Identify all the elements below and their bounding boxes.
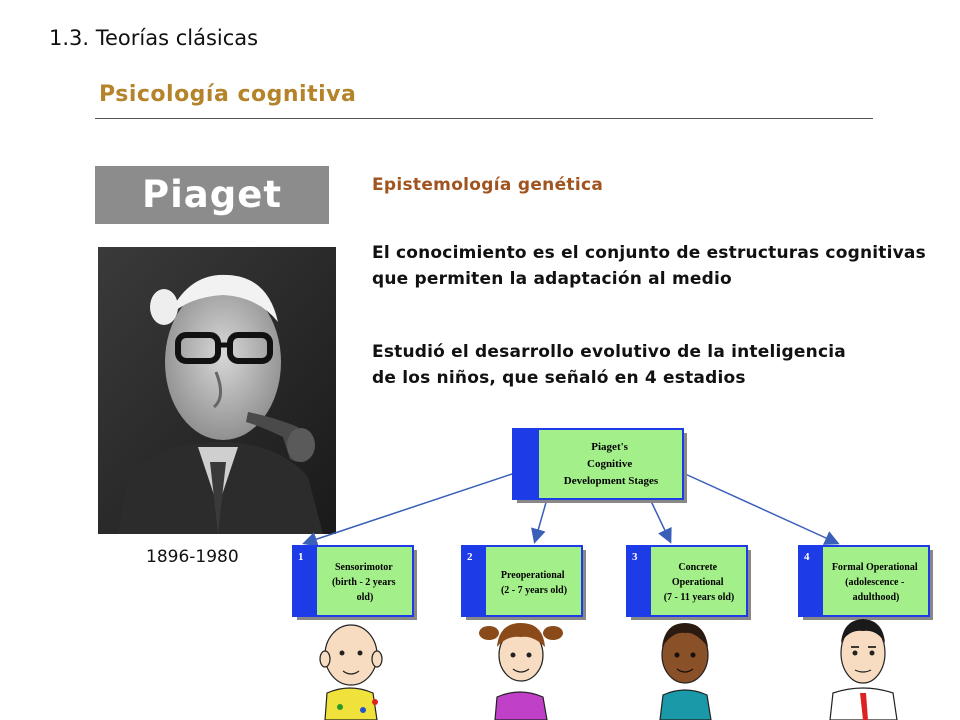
stage-label: Concrete <box>678 562 718 573</box>
stage-label: Operational <box>671 577 724 588</box>
adult-face-icon <box>830 619 897 720</box>
girl-face-icon <box>479 623 563 720</box>
stage-label: (7 - 11 years old) <box>663 592 735 603</box>
paragraph-knowledge: El conocimiento es el conjunto de estructuras cognitivas que permiten la adaptación al medio <box>372 243 926 289</box>
stage-node-concrete-operational <box>627 546 751 620</box>
author-name-banner: Piaget <box>95 166 329 224</box>
stage-label: old) <box>356 592 374 603</box>
stage-label: Formal Operational <box>831 562 918 573</box>
stage-node-preoperational <box>462 546 586 620</box>
stage-label: (birth - 2 years <box>331 577 396 588</box>
title-divider <box>95 118 873 119</box>
author-lifespan: 1896-1980 <box>146 547 239 567</box>
stage-label: (adolescence - <box>845 577 905 588</box>
stage-label: (2 - 7 years old) <box>500 585 568 596</box>
stage-number: 2 <box>467 551 473 563</box>
topic-heading: Epistemología genética <box>372 175 604 195</box>
stage-number: 4 <box>804 551 810 563</box>
slide-subtitle: Psicología cognitiva <box>99 82 357 107</box>
stage-number: 1 <box>298 551 304 563</box>
baby-face-icon <box>320 625 382 720</box>
boy-face-icon <box>660 623 711 720</box>
stage-label: adulthood) <box>852 592 900 603</box>
root-line: Development Stages <box>563 475 659 487</box>
root-node <box>513 429 687 503</box>
paragraph-stages: Estudió el desarrollo evolutivo de la inteligencia de los niños, que señaló en 4 estadios <box>372 342 846 388</box>
stage-label: Preoperational <box>500 570 565 581</box>
stage-label: Sensorimotor <box>334 562 393 573</box>
stage-number: 3 <box>632 551 638 563</box>
stage-node-sensorimotor <box>293 546 417 620</box>
root-line: Cognitive <box>587 458 633 470</box>
section-heading: 1.3. Teorías clásicas <box>49 26 259 50</box>
stages-diagram <box>285 425 945 720</box>
stage-node-formal-operational <box>799 546 933 620</box>
root-line: Piaget's <box>591 441 628 453</box>
